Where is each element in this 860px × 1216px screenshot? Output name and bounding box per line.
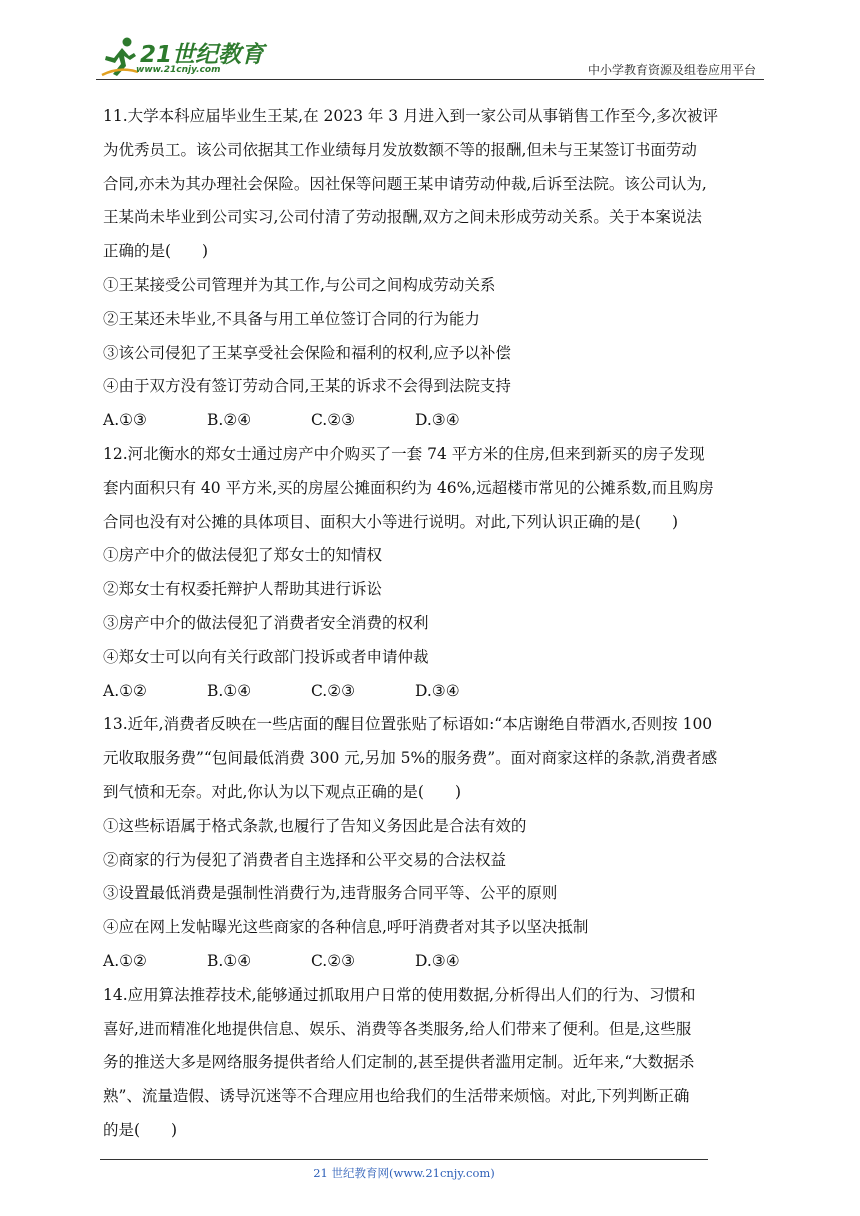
question-stem-line: 王某尚未毕业到公司实习,公司付清了劳动报酬,双方之间未形成劳动关系。关于本案说法 [103, 208, 702, 227]
option-b: B.①④ [207, 681, 252, 700]
footer-divider [100, 1159, 708, 1160]
statement: ④由于双方没有签订劳动合同,王某的诉求不会得到法院支持 [103, 377, 511, 396]
logo-url: www.21cnjy.com [136, 65, 221, 75]
question-stem-line: 务的推送大多是网络服务提供者给人们定制的,甚至提供者滥用定制。近年来,“大数据杀 [103, 1053, 695, 1072]
page-footer[interactable]: 21 世纪教育网(www.21cnjy.com) [313, 1166, 495, 1180]
question-stem-line: 到气愤和无奈。对此,你认为以下观点正确的是( ) [103, 782, 462, 801]
page-header [96, 34, 764, 82]
statement: ①房产中介的做法侵犯了郑女士的知情权 [103, 546, 383, 565]
statement: ④应在网上发帖曝光这些商家的各种信息,呼吁消费者对其予以坚决抵制 [103, 918, 589, 937]
statement: ③房产中介的做法侵犯了消费者安全消费的权利 [103, 613, 429, 632]
option-c: C.②③ [311, 681, 356, 700]
option-d: D.③④ [415, 681, 460, 700]
question-list [103, 100, 773, 1148]
question-stem-line: 元收取服务费”“包间最低消费 300 元,另加 5%的服务费”。面对商家这样的条款,消费者感 [103, 749, 718, 768]
question-stem-line: 合同也没有对公摊的具体项目、面积大小等进行说明。对此,下列认识正确的是( ) [103, 512, 679, 531]
platform-name: 中小学教育资源及组卷应用平台 [587, 63, 756, 77]
question-stem-line: 合同,亦未为其办理社会保险。因社保等问题王某申请劳动仲裁,后诉至法院。该公司认为, [103, 174, 707, 193]
logo-text: 21世纪教育 [140, 42, 265, 68]
statement: ③设置最低消费是强制性消费行为,违背服务合同平等、公平的原则 [103, 884, 558, 903]
option-a: A.①② [103, 951, 147, 970]
statement: ④郑女士可以向有关行政部门投诉或者申请仲裁 [103, 647, 429, 666]
question-stem-line: 的是( ) [103, 1120, 178, 1139]
question-stem-line: 为优秀员工。该公司依据其工作业绩每月发放数额不等的报酬,但未与王某签订书面劳动 [103, 140, 697, 159]
question-stem-line: 正确的是( ) [103, 242, 209, 261]
option-b: B.②④ [207, 411, 252, 430]
question-stem-line: 套内面积只有 40 平方米,买的房屋公摊面积约为 46%,远超楼市常见的公摊系数,而且购房 [103, 478, 714, 497]
option-d: D.③④ [415, 411, 460, 430]
option-c: C.②③ [311, 411, 356, 430]
option-a: A.①② [103, 681, 147, 700]
question-13 [103, 708, 773, 978]
question-stem-line: 13.近年,消费者反映在一些店面的醒目位置张贴了标语如:“本店谢绝自带酒水,否则按 100 [103, 715, 713, 734]
answer-options [103, 404, 773, 438]
question-stem-line: 熟”、流量造假、诱导沉迷等不合理应用也给我们的生活带来烦恼。对此,下列判断正确 [103, 1087, 690, 1106]
statement: ③该公司侵犯了王某享受社会保险和福利的权利,应予以补偿 [103, 343, 511, 362]
question-stem-line: 喜好,进而精准化地提供信息、娱乐、消费等各类服务,给人们带来了便利。但是,这些服 [103, 1019, 692, 1038]
header-divider [96, 79, 764, 80]
question-14 [103, 979, 773, 1148]
question-stem-line: 11.大学本科应届毕业生王某,在 2023 年 3 月进入到一家公司从事销售工作至今,多次被评 [103, 107, 719, 125]
site-logo[interactable] [96, 34, 266, 80]
question-stem-line: 12.河北衡水的郑女士通过房产中介购买了一套 74 平方米的住房,但来到新买的房子发现 [103, 444, 705, 463]
statement: ②王某还未毕业,不具备与用工单位签订合同的行为能力 [103, 309, 480, 328]
answer-options [103, 675, 773, 709]
option-a: A.①③ [103, 411, 147, 430]
statement: ①这些标语属于格式条款,也履行了告知义务因此是合法有效的 [103, 816, 527, 835]
question-11 [103, 100, 773, 438]
answer-options [103, 945, 773, 979]
option-d: D.③④ [415, 951, 460, 970]
runner-logo-icon [100, 36, 140, 78]
question-12 [103, 438, 773, 708]
statement: ①王某接受公司管理并为其工作,与公司之间构成劳动关系 [103, 275, 496, 294]
option-c: C.②③ [311, 951, 356, 970]
option-b: B.①④ [207, 951, 252, 970]
statement: ②商家的行为侵犯了消费者自主选择和公平交易的合法权益 [103, 850, 507, 869]
question-stem-line: 14.应用算法推荐技术,能够通过抓取用户日常的使用数据,分析得出人们的行为、习惯和 [103, 985, 696, 1004]
statement: ②郑女士有权委托辩护人帮助其进行诉讼 [103, 580, 383, 599]
